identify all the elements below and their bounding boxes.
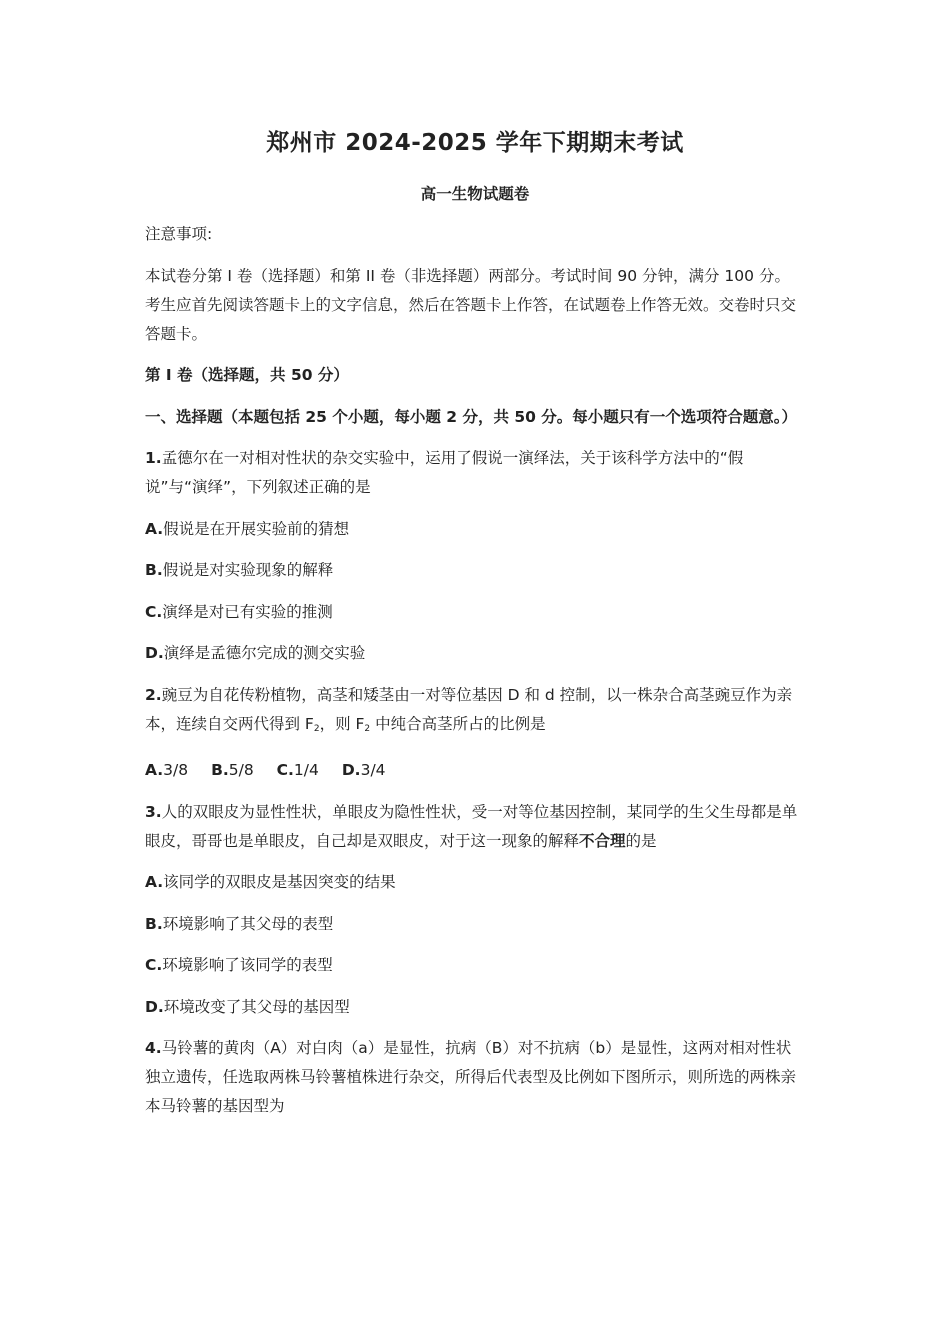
question-2: 2.豌豆为自花传粉植物，高茎和矮茎由一对等位基因 D 和 d 控制，以一株杂合高茎豌豆作为亲本，连续自交两代得到 $F_2$，则 $F_2$ 中纯合高茎所占的比例是	[145, 685, 793, 734]
part-heading: 一、选择题（本题包括 25 个小题，每小题 2 分，共 50 分。每小题只有一个选项符合题意。）	[145, 407, 798, 426]
question-number: 1.	[145, 449, 162, 467]
q1-option-d: D.演绎是孟德尔完成的测交实验	[145, 644, 366, 662]
question-number: 4.	[145, 1039, 162, 1057]
question-1	[145, 444, 805, 502]
q3-option-c: C.环境影响了该同学的表型	[145, 956, 333, 974]
q3-option-d: D.环境改变了其父母的基因型	[145, 997, 350, 1016]
section-heading: 第 I 卷（选择题，共 50 分）	[145, 366, 349, 384]
question-number: 2.	[145, 685, 162, 704]
q1-option-a: A.假说是在开展实验前的猜想	[145, 519, 350, 538]
emphasis-text: 不合理	[579, 831, 626, 850]
q3-option-b: B.环境影响了其父母的表型	[145, 914, 334, 933]
q2-option-c: C.1/4	[276, 761, 319, 779]
question-stem: 孟德尔在一对相对性状的杂交实验中，运用了假说一演绎法，关于该科学方法中的“假说”与“演绎”，下列叙述正确的是	[145, 449, 744, 496]
q1-option-c: C.演绎是对已有实验的推测	[145, 602, 333, 621]
exam-body	[145, 220, 805, 1134]
question-number: 3.	[145, 802, 162, 821]
question-4	[145, 1034, 805, 1121]
question-3: 3.人的双眼皮为显性性状，单眼皮为隐性性状，受一对等位基因控制，某同学的生父生母都是单眼皮，哥哥也是单眼皮，自己却是双眼皮，对于这一现象的解释不合理的是	[145, 802, 798, 850]
exam-subtitle: 高一生物试题卷	[420, 185, 530, 203]
notice-text: 本试卷分第 I 卷（选择题）和第 II 卷（非选择题）两部分。考试时间 90 分钟，满分 100 分。考生应首先阅读答题卡上的文字信息，然后在答题卡上作答，在试题卷上作答无效。交卷时只交答题卡。	[145, 266, 797, 343]
q2-option-d: D.3/4	[341, 761, 386, 779]
q2-option-a: A.3/8	[145, 761, 189, 779]
q1-option-b: B.假说是对实验现象的解释	[145, 561, 334, 579]
q2-options	[145, 756, 805, 785]
exam-title: 郑州市 2024-2025 学年下期期末考试	[266, 130, 684, 156]
question-stem: 马铃薯的黄肉（A）对白肉（a）是显性，抗病（B）对不抗病（b）是显性，这两对相对性状独立遗传，任选取两株马铃薯植株进行杂交，所得后代表型及比例如下图所示，则所选的两株亲本马铃薯的基因型为	[145, 1039, 797, 1115]
notice-heading: 注意事项:	[145, 225, 213, 243]
q3-option-a: A.该同学的双眼皮是基因突变的结果	[145, 873, 396, 891]
q2-option-b: B.5/8	[211, 761, 254, 779]
